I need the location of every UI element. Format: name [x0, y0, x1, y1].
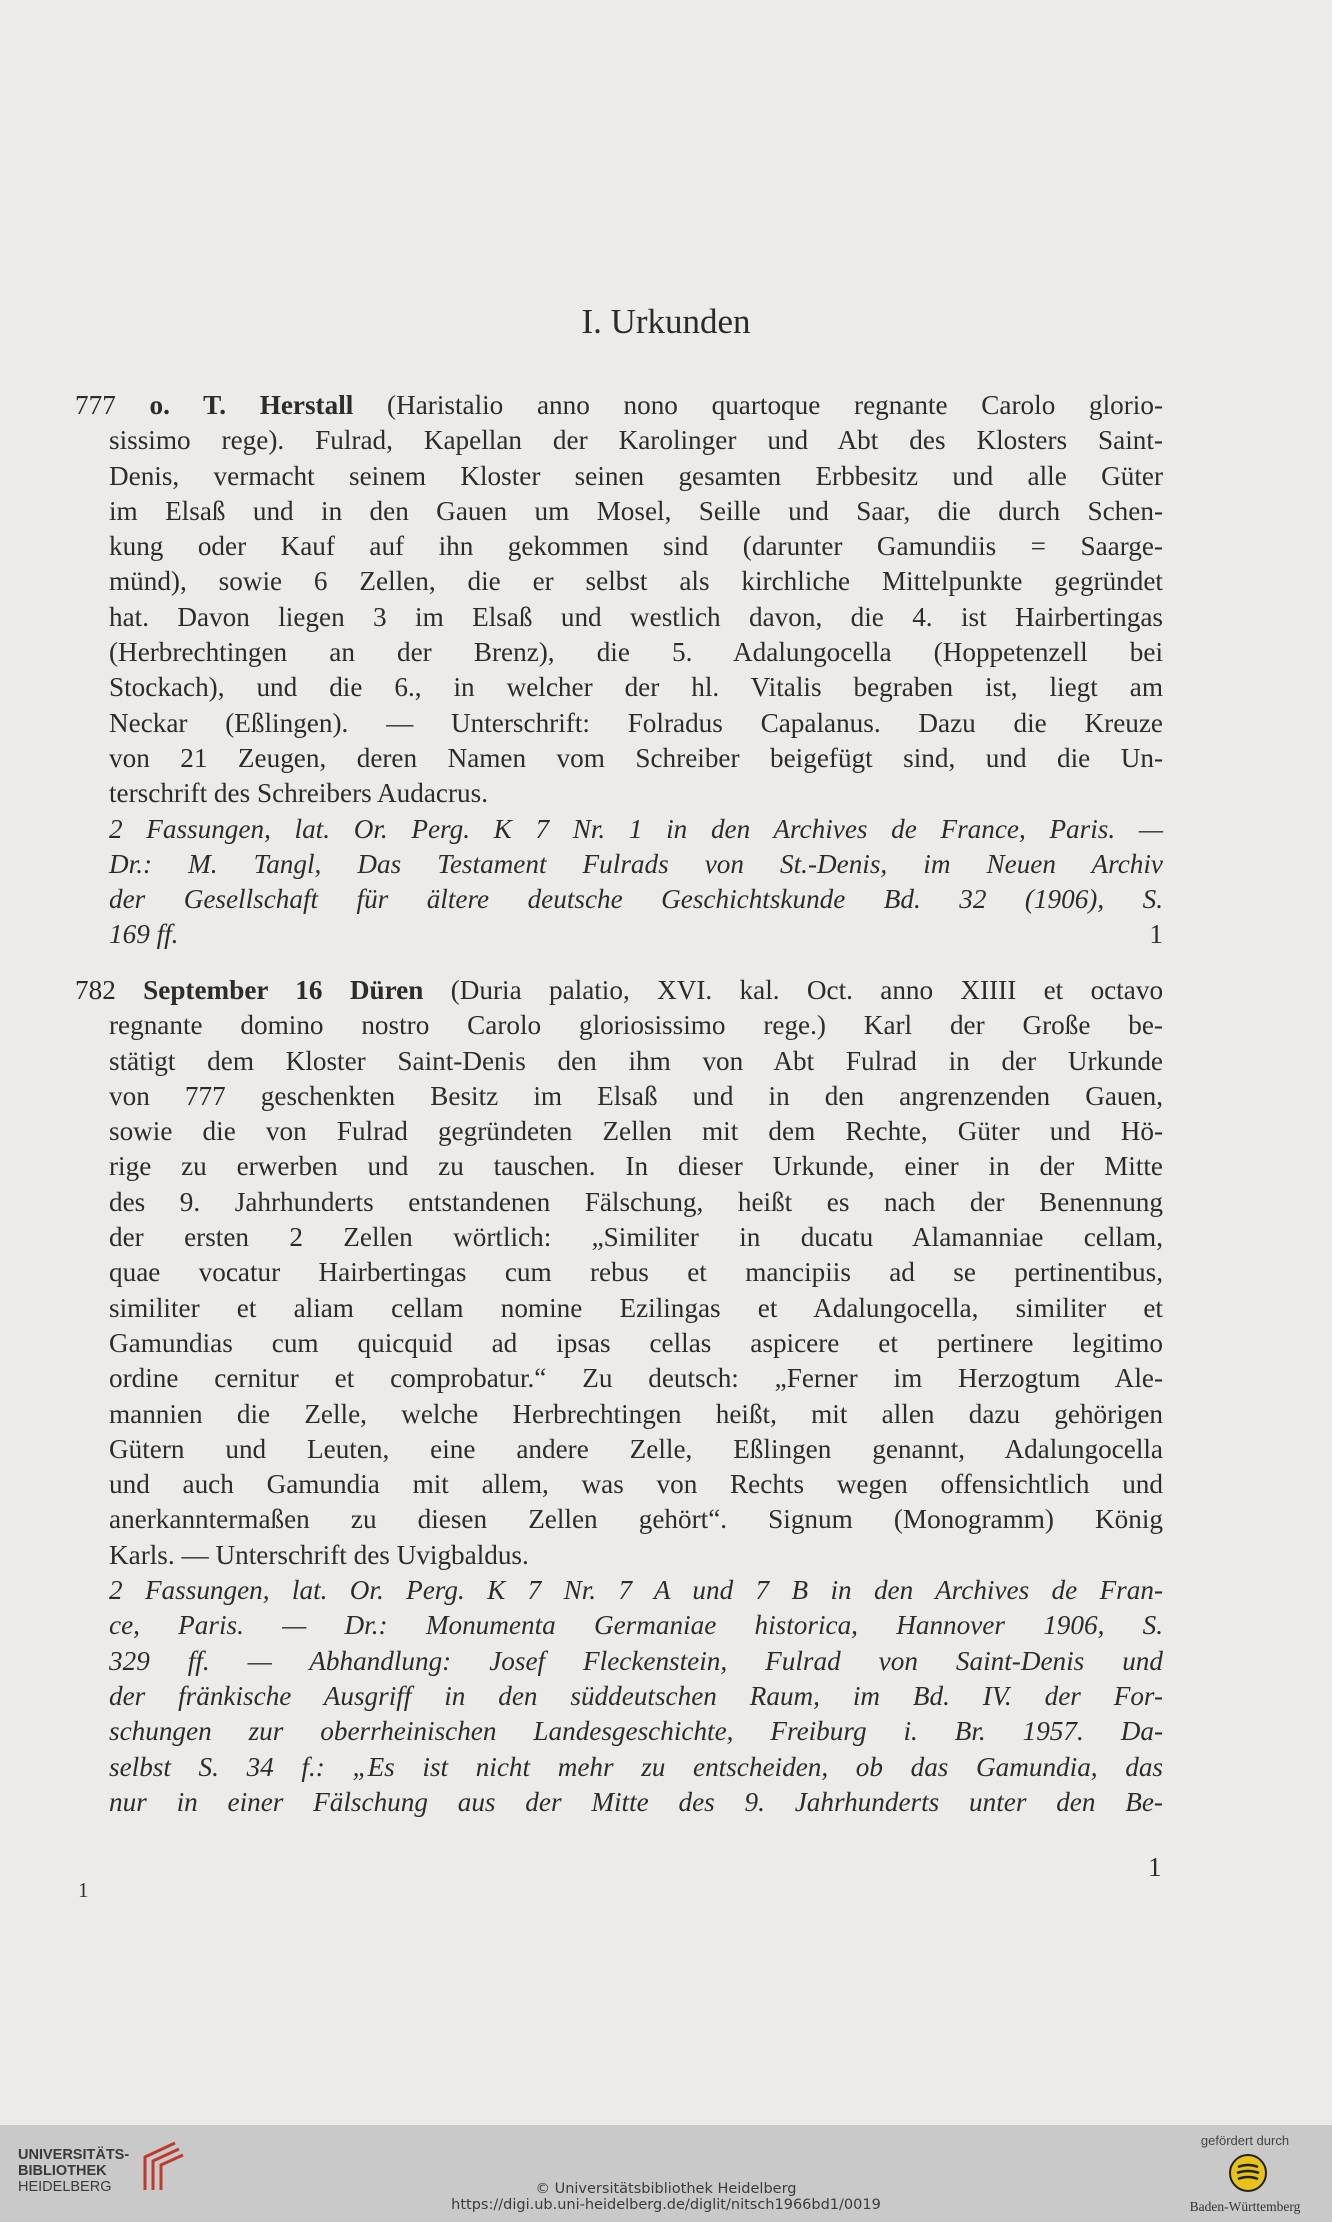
entry-line: Denis, vermacht seinem Kloster seinen gesamten Erbbesitz und alle Güter	[109, 460, 1163, 491]
entry-line: rige zu erwerben und zu tauschen. In dieser Urkunde, einer in der Mitte	[109, 1151, 1163, 1182]
state-coat-of-arms-icon	[1228, 2153, 1268, 2193]
entry-date-place: September 16 Düren	[143, 975, 424, 1005]
logo-line: UNIVERSITÄTS-	[18, 2147, 130, 2163]
entry-note: 329 ff. — Abhandlung: Josef Fleckenstein, Fulrad von Saint-Denis und	[109, 1645, 1163, 1676]
entry-line: Gütern und Leuten, eine andere Zelle, Eßlingen genannt, Adalungocella	[109, 1433, 1163, 1464]
entry-line: im Elsaß und in den Gauen um Mosel, Seille und Saar, die durch Schen-	[109, 495, 1163, 526]
funded-by-label: gefördert durch	[1200, 2133, 1290, 2148]
entry-note: selbst S. 34 f.: „Es ist nicht mehr zu entscheiden, ob das Gamundia, das	[109, 1751, 1163, 1782]
entry-note: nur in einer Fälschung aus der Mitte des 9. Jahrhunderts unter den Be-	[109, 1786, 1163, 1817]
entry-text: (Haristalio anno nono quartoque regnante Carolo glorio-	[387, 390, 1163, 420]
entry-line: Gamundias cum quicquid ad ipsas cellas aspicere et pertinere legitimo	[109, 1327, 1163, 1358]
copyright-notice	[0, 2181, 1332, 2213]
entry-note-last	[75, 917, 1163, 952]
entry-line	[75, 973, 1163, 1008]
entry-note: schungen zur oberrheinischen Landesgeschichte, Freiburg i. Br. 1957. Da-	[109, 1716, 1163, 1747]
entry-line: regnante domino nostro Carolo gloriosissimo rege.) Karl der Große be-	[109, 1010, 1163, 1041]
section-heading: I. Urkunden	[581, 302, 751, 341]
entry-note: 169 ff.	[109, 919, 179, 950]
page-number: 1	[1148, 1852, 1162, 1882]
entry-line: münd), sowie 6 Zellen, die er selbst als kirchliche Mittelpunkte gegründet	[109, 566, 1163, 597]
entry-line: ordine cernitur et comprobatur.“ Zu deutsch: „Ferner im Herzogtum Ale-	[109, 1363, 1163, 1394]
entry-line: (Herbrechtingen an der Brenz), die 5. Adalungocella (Hoppetenzell bei	[109, 637, 1163, 668]
entry-line: Stockach), und die 6., in welcher der hl. Vitalis begraben ist, liegt am	[109, 672, 1163, 703]
entry-line: terschrift des Schreibers Audacrus.	[109, 778, 488, 809]
logo-line: BIBLIOTHEK	[18, 2163, 107, 2179]
entry-date-place: o. T. Herstall	[149, 390, 354, 420]
entry-text: (Duria palatio, XVI. kal. Oct. anno XIIII et octavo	[450, 975, 1164, 1005]
entry-line: anerkanntermaßen zu diesen Zellen gehört“. Signum (Monogramm) König	[109, 1504, 1163, 1535]
entry-line	[75, 388, 1163, 423]
entry-line: Neckar (Eßlingen). — Unterschrift: Folradus Capalanus. Dazu die Kreuze	[109, 707, 1163, 738]
entry-line: und auch Gamundia mit allem, was von Rechts wegen offensichtlich und	[109, 1469, 1163, 1500]
logo-line: HEIDELBERG	[18, 2179, 112, 2195]
document-entry-782	[75, 973, 1163, 1820]
entry-line: mannien die Zelle, welche Herbrechtingen heißt, mit allen dazu gehörigen	[109, 1398, 1163, 1429]
document-entry-777	[75, 388, 1163, 953]
entry-line: der ersten 2 Zellen wörtlich: „Similiter in ducatu Alamanniae cellam,	[109, 1222, 1163, 1253]
entry-note: der fränkische Ausgriff in den süddeutschen Raum, im Bd. IV. der For-	[109, 1680, 1163, 1711]
entry-line: sowie die von Fulrad gegründeten Zellen mit dem Rechte, Güter und Hö-	[109, 1116, 1163, 1147]
entry-line: similiter et aliam cellam nomine Ezilingas et Adalungocella, similiter et	[109, 1292, 1163, 1323]
entry-line: stätigt dem Kloster Saint-Denis den ihm von Abt Fulrad in der Urkunde	[109, 1045, 1163, 1076]
entry-note: 2 Fassungen, lat. Or. Perg. K 7 Nr. 7 A und 7 B in den Archives de Fran-	[109, 1575, 1163, 1606]
copyright-text: © Universitätsbibliothek Heidelberg	[535, 2181, 797, 2197]
entry-number: 1	[1149, 919, 1163, 950]
entry-line: kung oder Kauf auf ihn gekommen sind (darunter Gamundiis = Saarge-	[109, 531, 1163, 562]
entry-line: von 777 geschenkten Besitz im Elsaß und in den angrenzenden Gauen,	[109, 1080, 1163, 1111]
entry-note: ce, Paris. — Dr.: Monumenta Germaniae historica, Hannover 1906, S.	[109, 1610, 1163, 1641]
entry-year: 777	[75, 390, 116, 420]
entry-line: sissimo rege). Fulrad, Kapellan der Karolinger und Abt des Klosters Saint-	[109, 425, 1163, 456]
entry-line: hat. Davon liegen 3 im Elsaß und westlich davon, die 4. ist Hairbertingas	[109, 601, 1163, 632]
state-name: Baden-Württemberg	[1189, 2199, 1301, 2214]
entry-note: 2 Fassungen, lat. Or. Perg. K 7 Nr. 1 in den Archives de France, Paris. —	[109, 813, 1163, 844]
entry-year: 782	[75, 975, 116, 1005]
entry-note: der Gesellschaft für ältere deutsche Geschichtskunde Bd. 32 (1906), S.	[109, 884, 1163, 915]
footer-bar	[0, 2125, 1332, 2222]
signature-mark: 1	[78, 1878, 89, 1902]
permalink-url[interactable]: https://digi.ub.uni-heidelberg.de/diglit/nitsch1966bd1/0019	[451, 2197, 881, 2213]
entry-line: quae vocatur Hairbertingas cum rebus et mancipiis ad se pertinentibus,	[109, 1257, 1163, 1288]
entry-line: des 9. Jahrhunderts entstandenen Fälschung, heißt es nach der Benennung	[109, 1186, 1163, 1217]
entry-note: Dr.: M. Tangl, Das Testament Fulrads von St.-Denis, im Neuen Archiv	[109, 848, 1163, 879]
entry-line: Karls. — Unterschrift des Uvigbaldus.	[109, 1539, 529, 1570]
entry-line: von 21 Zeugen, deren Namen vom Schreiber beigefügt sind, und die Un-	[109, 742, 1163, 773]
